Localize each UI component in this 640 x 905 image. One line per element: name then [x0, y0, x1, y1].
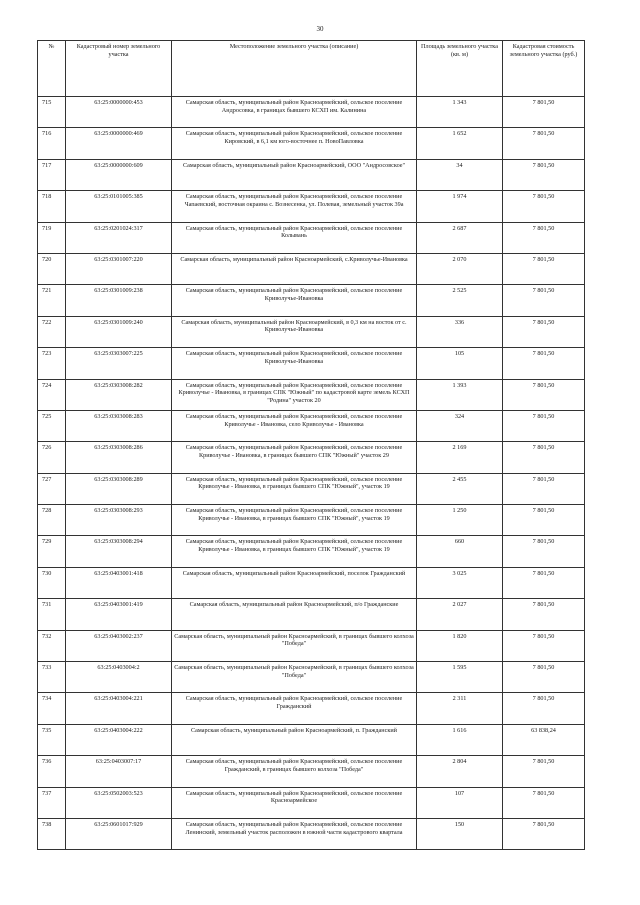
area-value: 1 250: [417, 505, 503, 536]
row-number: 725: [38, 410, 66, 441]
table-row: [38, 599, 585, 630]
location-description: Самарская область, муниципальный район Красноармейский, сельское поселение Криволучье - Ивановка, в границах бывшего СПК "Южный", участок 19: [172, 505, 417, 536]
header-location: Местоположение земельного участка (описание): [172, 41, 417, 97]
cadastral-number: 63:25:0303008:286: [66, 442, 172, 473]
area-value: 2 169: [417, 442, 503, 473]
table-row: [38, 442, 585, 473]
area-value: 107: [417, 787, 503, 818]
cadastral-cost: 7 801,50: [503, 787, 585, 818]
cadastral-cost: 7 801,50: [503, 316, 585, 347]
cadastral-number: 63:25:0303008:282: [66, 379, 172, 410]
table-row: [38, 191, 585, 222]
cadastral-cost: 7 801,50: [503, 379, 585, 410]
row-number: 717: [38, 159, 66, 190]
table-row: [38, 285, 585, 316]
cadastral-number: 63:25:0301007:220: [66, 253, 172, 284]
cadastral-number: 63:25:0303008:289: [66, 473, 172, 504]
cadastral-cost: 7 801,50: [503, 442, 585, 473]
row-number: 734: [38, 693, 66, 724]
cadastral-number: 63:25:0000000:453: [66, 97, 172, 128]
location-description: Самарская область, муниципальный район Красноармейский, сельское поселение Криволучье - Ивановка, в границах бывшего СПК "Южный", участок 19: [172, 536, 417, 567]
row-number: 727: [38, 473, 66, 504]
cadastral-cost: 7 801,50: [503, 348, 585, 379]
cadastral-cost: 7 801,50: [503, 97, 585, 128]
area-value: 2 455: [417, 473, 503, 504]
cadastral-number: 63:25:0403004:221: [66, 693, 172, 724]
table-row: [38, 536, 585, 567]
page-number: 30: [316, 25, 324, 33]
cadastral-cost: 7 801,50: [503, 285, 585, 316]
table-row: [38, 630, 585, 661]
header-number: №: [38, 41, 66, 97]
cadastral-cost: 7 801,50: [503, 159, 585, 190]
cadastral-number: 63:25:0403001:419: [66, 599, 172, 630]
row-number: 723: [38, 348, 66, 379]
land-plots-table: [37, 40, 585, 850]
location-description: Самарская область, муниципальный район Красноармейский, сельское поселение Андросовка, в границах бывшего КСХП им. Калинина: [172, 97, 417, 128]
table-row: [38, 222, 585, 253]
cadastral-number: 63:25:0601017:929: [66, 818, 172, 849]
area-value: 1 393: [417, 379, 503, 410]
header-cadastral-cost: Кадастровая стоимость земельного участка (руб.): [503, 41, 585, 97]
row-number: 736: [38, 756, 66, 787]
area-value: 2 804: [417, 756, 503, 787]
location-description: Самарская область, муниципальный район Красноармейский, поселок Гражданский: [172, 567, 417, 598]
cadastral-cost: 7 801,50: [503, 599, 585, 630]
row-number: 720: [38, 253, 66, 284]
location-description: Самарская область, муниципальный район Красноармейский, с.Криволучье-Ивановка: [172, 253, 417, 284]
location-description: Самарская область, муниципальный район Красноармейский, сельское поселение Криволучье - Ивановка, в границах бывшего СПК "Южный", участок 19: [172, 473, 417, 504]
location-description: Самарская область, муниципальный район Красноармейский, п/о Гражданские: [172, 599, 417, 630]
cadastral-number: 63:25:0403004:2: [66, 662, 172, 693]
row-number: 721: [38, 285, 66, 316]
row-number: 719: [38, 222, 66, 253]
area-value: 2 311: [417, 693, 503, 724]
location-description: Самарская область, муниципальный район Красноармейский, сельское поселение Криволучье - Ивановка, в границах бывшего СПК "Южный" участок 29: [172, 442, 417, 473]
location-description: Самарская область, муниципальный район Красноармейский, сельское поселение Криволучье - Ивановка, в границах СПК "Южный" по кадастровой карте земель КСХП "Родина" участок 20: [172, 379, 417, 410]
cadastral-number: 63:25:0403002:237: [66, 630, 172, 661]
row-number: 732: [38, 630, 66, 661]
row-number: 726: [38, 442, 66, 473]
table-row: [38, 693, 585, 724]
area-value: 150: [417, 818, 503, 849]
table-row: [38, 724, 585, 755]
table-row: [38, 159, 585, 190]
cadastral-cost: 7 801,50: [503, 536, 585, 567]
cadastral-number: 63:25:0403001:418: [66, 567, 172, 598]
area-value: 2 070: [417, 253, 503, 284]
row-number: 733: [38, 662, 66, 693]
location-description: Самарская область, муниципальный район Красноармейский, п. Гражданский: [172, 724, 417, 755]
location-description: Самарская область, муниципальный район Красноармейский, сельское поселение Криволучье-Ивановка: [172, 285, 417, 316]
area-value: 2 027: [417, 599, 503, 630]
table-row: [38, 348, 585, 379]
cadastral-cost: 7 801,50: [503, 410, 585, 441]
cadastral-cost: 7 801,50: [503, 756, 585, 787]
location-description: Самарская область, муниципальный район Красноармейский, сельское поселение Чапаевский, восточная окраина с. Вознесенка, ул. Полевая, земельный участок 39а: [172, 191, 417, 222]
table-row: [38, 818, 585, 849]
area-value: 1 595: [417, 662, 503, 693]
cadastral-cost: 7 801,50: [503, 630, 585, 661]
row-number: 738: [38, 818, 66, 849]
area-value: 105: [417, 348, 503, 379]
header-cadastral-number: Кадастровый номер земельного участка: [66, 41, 172, 97]
cadastral-number: 63:25:0403007:17: [66, 756, 172, 787]
cadastral-cost: 7 801,50: [503, 818, 585, 849]
table-row: [38, 379, 585, 410]
cadastral-number: 63:25:0502003:523: [66, 787, 172, 818]
area-value: 1 820: [417, 630, 503, 661]
area-value: 660: [417, 536, 503, 567]
table-row: [38, 473, 585, 504]
area-value: 2 525: [417, 285, 503, 316]
area-value: 1 974: [417, 191, 503, 222]
table-row: [38, 316, 585, 347]
row-number: 731: [38, 599, 66, 630]
cadastral-number: 63:25:0301009:240: [66, 316, 172, 347]
table-header-row: [38, 41, 585, 97]
row-number: 728: [38, 505, 66, 536]
area-value: 324: [417, 410, 503, 441]
cadastral-cost: 7 801,50: [503, 567, 585, 598]
cadastral-cost: 7 801,50: [503, 191, 585, 222]
location-description: Самарская область, муниципальный район Красноармейский, в границах бывшего колхоза "Победа": [172, 662, 417, 693]
location-description: Самарская область, муниципальный район Красноармейский, сельское поселение Гражданский, в границах бывшего колхоза "Победа": [172, 756, 417, 787]
table-row: [38, 662, 585, 693]
area-value: 2 687: [417, 222, 503, 253]
cadastral-cost: 7 801,50: [503, 473, 585, 504]
area-value: 336: [417, 316, 503, 347]
cadastral-number: 63:25:0301009:238: [66, 285, 172, 316]
row-number: 722: [38, 316, 66, 347]
location-description: Самарская область, муниципальный район Красноармейский, сельское поселение Гражданский: [172, 693, 417, 724]
row-number: 735: [38, 724, 66, 755]
cadastral-cost: 7 801,50: [503, 222, 585, 253]
table-row: [38, 787, 585, 818]
location-description: Самарская область, муниципальный район Красноармейский, сельское поселение Криволучье - Ивановка, село Криволучье - Ивановка: [172, 410, 417, 441]
row-number: 718: [38, 191, 66, 222]
area-value: 1 343: [417, 97, 503, 128]
location-description: Самарская область, муниципальный район Красноармейский, сельское поселение Ленинский, земельный участок расположен в южной части кадастрового квартала: [172, 818, 417, 849]
area-value: 34: [417, 159, 503, 190]
table-row: [38, 97, 585, 128]
row-number: 724: [38, 379, 66, 410]
row-number: 737: [38, 787, 66, 818]
table-row: [38, 128, 585, 159]
cadastral-cost: 7 801,50: [503, 693, 585, 724]
table-row: [38, 505, 585, 536]
location-description: Самарская область, муниципальный район Красноармейский, сельское поселение Красноармейское: [172, 787, 417, 818]
location-description: Самарская область, муниципальный район Красноармейский, сельское поселение Криволучье-Ивановка: [172, 348, 417, 379]
cadastral-number: 63:25:0303008:283: [66, 410, 172, 441]
location-description: Самарская область, муниципальный район Красноармейский, в границах бывшего колхоза "Победа": [172, 630, 417, 661]
row-number: 729: [38, 536, 66, 567]
cadastral-number: 63:25:0101005:385: [66, 191, 172, 222]
row-number: 716: [38, 128, 66, 159]
area-value: 3 025: [417, 567, 503, 598]
cadastral-number: 63:25:0000000:469: [66, 128, 172, 159]
location-description: Самарская область, муниципальный район Красноармейский, сельское поселение Колывань: [172, 222, 417, 253]
cadastral-number: 63:25:0303008:294: [66, 536, 172, 567]
row-number: 730: [38, 567, 66, 598]
cadastral-cost: 7 801,50: [503, 662, 585, 693]
row-number: 715: [38, 97, 66, 128]
cadastral-number: 63:25:0303007:225: [66, 348, 172, 379]
table-row: [38, 567, 585, 598]
table-row: [38, 410, 585, 441]
cadastral-cost: 7 801,50: [503, 128, 585, 159]
area-value: 1 652: [417, 128, 503, 159]
cadastral-number: 63:25:0000000:609: [66, 159, 172, 190]
table-row: [38, 756, 585, 787]
location-description: Самарская область, муниципальный район Красноармейский, в 0,3 км на восток от с. Криволучье-Ивановка: [172, 316, 417, 347]
location-description: Самарская область, муниципальный район Красноармейский, ООО "Андросовское": [172, 159, 417, 190]
cadastral-number: 63:25:0303008:293: [66, 505, 172, 536]
cadastral-number: 63:25:0201024:317: [66, 222, 172, 253]
cadastral-cost: 7 801,50: [503, 505, 585, 536]
cadastral-number: 63:25:0403004:222: [66, 724, 172, 755]
table-row: [38, 253, 585, 284]
header-area: Площадь земельного участка (кв. м): [417, 41, 503, 97]
cadastral-cost: 7 801,50: [503, 253, 585, 284]
cadastral-cost: 63 838,24: [503, 724, 585, 755]
location-description: Самарская область, муниципальный район Красноармейский, сельское поселение Кировский, в 6,1 км юго-восточнее п. НовоПавловка: [172, 128, 417, 159]
area-value: 1 616: [417, 724, 503, 755]
